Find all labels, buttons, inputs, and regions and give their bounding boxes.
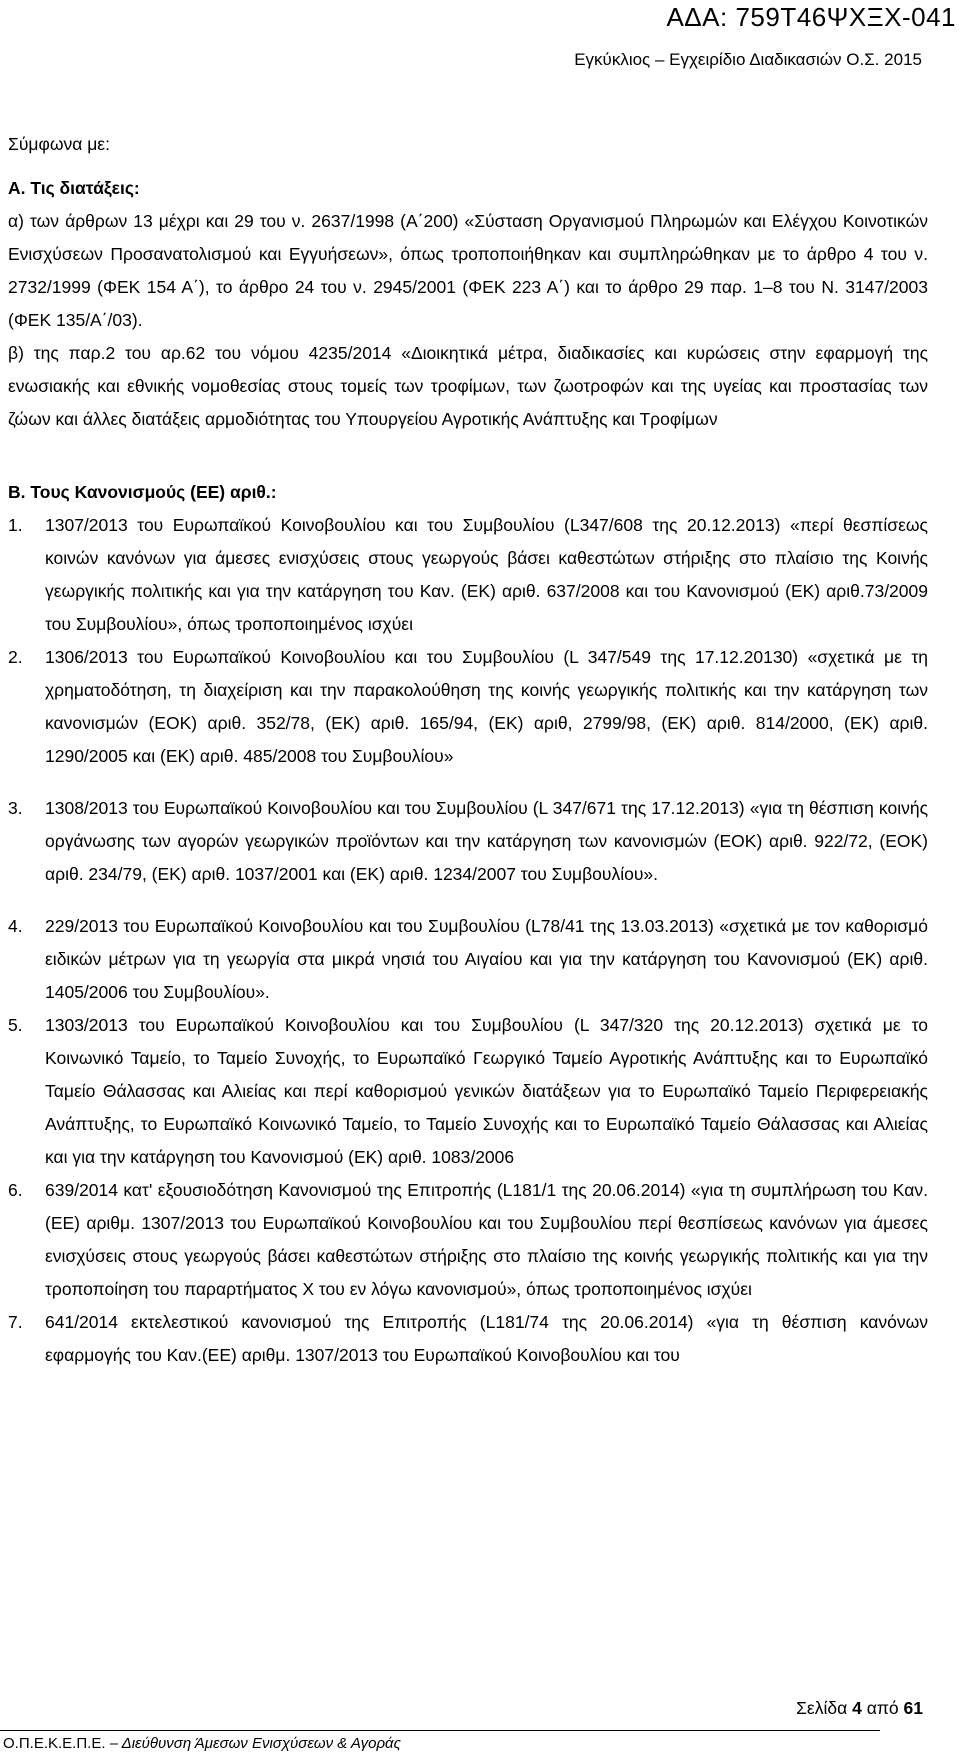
page-number	[796, 1698, 923, 1719]
list-item-number: 4.	[8, 916, 23, 936]
list-item-text: 641/2014 εκτελεστικού κανονισμού της Επιτροπής (L181/74 της 20.06.2014) «για τη θέσπιση κανόνων εφαρμογής του Καν.(ΕΕ) αριθμ. 1307/2013 του Ευρωπαϊκού Κοινοβουλίου και του	[45, 1312, 928, 1365]
page-current: 4	[852, 1698, 862, 1718]
running-header: Εγκύκλιος – Εγχειρίδιο Διαδικασιών Ο.Σ. 2015	[574, 50, 922, 69]
page-of: από	[866, 1698, 899, 1718]
section-b-heading: Β. Τους Κανονισμούς (ΕΕ) αριθ.:	[8, 482, 277, 502]
footer-organization	[3, 1735, 401, 1752]
list-item	[8, 1306, 928, 1372]
intro-text: Σύμφωνα με:	[8, 134, 110, 154]
list-item	[8, 1009, 928, 1174]
footer-divider	[0, 1730, 880, 1731]
regulations-list	[8, 509, 928, 1372]
section-a-item-alpha: α) των άρθρων 13 μέχρι και 29 του ν. 2637/1998 (Α΄200) «Σύσταση Οργανισμού Πληρωμών και Ελέγχου Κοινοτικών Ενισχύσεων Προσανατολισμού και Εγγυήσεων», όπως τροποποιήθηκαν και συμπληρώθηκαν με το άρθρο 4 του ν. 2732/1999 (ΦΕΚ 154 Α΄), το άρθρο 24 του ν. 2945/2001 (ΦΕΚ 223 Α΄) και το άρθρο 29 παρ. 1–8 του Ν. 3147/2003 (ΦΕΚ 135/Α΄/03).	[8, 211, 928, 330]
list-item-number: 7.	[8, 1312, 23, 1332]
ada-code: ΑΔΑ: 759Τ46ΨΧΞΧ-041	[666, 2, 956, 32]
footer-department: – Διεύθυνση Άμεσων Ενισχύσεων & Αγοράς	[105, 1735, 401, 1752]
list-item	[8, 509, 928, 641]
list-item	[8, 1174, 928, 1306]
list-item-text: 229/2013 του Ευρωπαϊκού Κοινοβουλίου και του Συμβουλίου (L78/41 της 13.03.2013) «σχετικά με τον καθορισμό ειδικών μέτρων για τη γεωργία στα μικρά νησιά του Αιγαίου και για την κατάργηση του Κανονισμού (ΕΚ) αριθ. 1405/2006 του Συμβουλίου».	[45, 916, 928, 1002]
list-item-text: 1303/2013 του Ευρωπαϊκού Κοινοβουλίου και του Συμβουλίου (L 347/320 της 20.12.2013) σχετικά με το Κοινωνικό Ταμείο, το Ταμείο Συνοχής, το Ευρωπαϊκό Γεωργικό Ταμείο Αγροτικής Ανάπτυξης και το Ευρωπαϊκό Ταμείο Θάλασσας και Αλιείας και περί καθορισμού γενικών διατάξεων για το Ευρωπαϊκό Ταμείο Περιφερειακής Ανάπτυξης, το Ευρωπαϊκό Κοινωνικό Ταμείο, το Ταμείο Συνοχής και το Ευρωπαϊκό Ταμείο Θάλασσας και Αλιείας και για την κατάργηση του Κανονισμού (ΕΚ) αριθ. 1083/2006	[45, 1015, 928, 1167]
section-a-item-beta: β) της παρ.2 του αρ.62 του νόμου 4235/2014 «Διοικητικά μέτρα, διαδικασίες και κυρώσεις στην εφαρμογή της ενωσιακής και εθνικής νομοθεσίας στους τομείς των τροφίμων, των ζωοτροφών και της υγείας και προστασίας των ζώων και άλλες διατάξεις αρμοδιότητας του Υπουργείου Αγροτικής Ανάπτυξης και Τροφίμων	[8, 343, 928, 429]
document-body	[8, 128, 928, 1372]
page-total: 61	[903, 1698, 923, 1718]
list-item-text: 1307/2013 του Ευρωπαϊκού Κοινοβουλίου και του Συμβουλίου (L347/608 της 20.12.2013) «περί θεσπίσεως κοινών κανόνων για άμεσες ενισχύσεις στους γεωργούς βάσει καθεστώτων στήριξης στο πλαίσιο της Κοινής γεωργικής πολιτικής και για την κατάργηση του Καν. (ΕΚ) αριθ. 637/2008 και του Κανονισμού (ΕΚ) αριθ.73/2009 του Συμβουλίου», όπως τροποποιημένος ισχύει	[45, 515, 928, 634]
list-item-number: 2.	[8, 647, 23, 667]
list-item	[8, 910, 928, 1009]
list-item-number: 3.	[8, 798, 23, 818]
page-label: Σελίδα	[796, 1698, 848, 1718]
list-item-number: 1.	[8, 515, 23, 535]
list-item-text: 1308/2013 του Ευρωπαϊκού Κοινοβουλίου και του Συμβουλίου (L 347/671 της 17.12.2013) «για τη θέσπιση κοινής οργάνωσης των αγορών γεωργικών προϊόντων και την κατάργηση των κανονισμών (ΕΟΚ) αριθ. 922/72, (ΕΟΚ) αριθ. 234/79, (ΕΚ) αριθ. 1037/2001 και (ΕΚ) αριθ. 1234/2007 του Συμβουλίου».	[45, 798, 928, 884]
list-item	[8, 641, 928, 773]
list-item-text: 639/2014 κατ' εξουσιοδότηση Κανονισμού της Επιτροπής (L181/1 της 20.06.2014) «για τη συμπλήρωση του Καν.(ΕΕ) αριθμ. 1307/2013 του Ευρωπαϊκού Κοινοβουλίου και του Συμβουλίου περί θεσπίσεως κανόνων για άμεσες ενισχύσεις στους γεωργούς βάσει καθεστώτων στήριξης στο πλαίσιο της κοινής γεωργικής πολιτικής και για την τροποποίηση του παραρτήματος Χ του εν λόγω κανονισμού», όπως τροποποιημένος ισχύει	[45, 1180, 928, 1299]
list-item-number: 5.	[8, 1015, 23, 1035]
list-item-number: 6.	[8, 1180, 23, 1200]
footer-org-abbr: Ο.Π.Ε.Κ.Ε.Π.Ε.	[3, 1735, 106, 1752]
list-item-text: 1306/2013 του Ευρωπαϊκού Κοινοβουλίου και του Συμβουλίου (L 347/549 της 17.12.20130) «σχετικά με τη χρηματοδότηση, τη διαχείριση και την παρακολούθηση της κοινής γεωργικής πολιτικής και την κατάργηση των κανονισμών (ΕΟΚ) αριθ. 352/78, (ΕΚ) αριθ. 165/94, (ΕΚ) αριθ, 2799/98, (ΕΚ) αριθ. 814/2000, (ΕΚ) αριθ. 1290/2005 και (ΕΚ) αριθ. 485/2008 του Συμβουλίου»	[45, 647, 928, 766]
section-a-heading: Α. Τις διατάξεις:	[8, 178, 140, 198]
list-item	[8, 792, 928, 891]
